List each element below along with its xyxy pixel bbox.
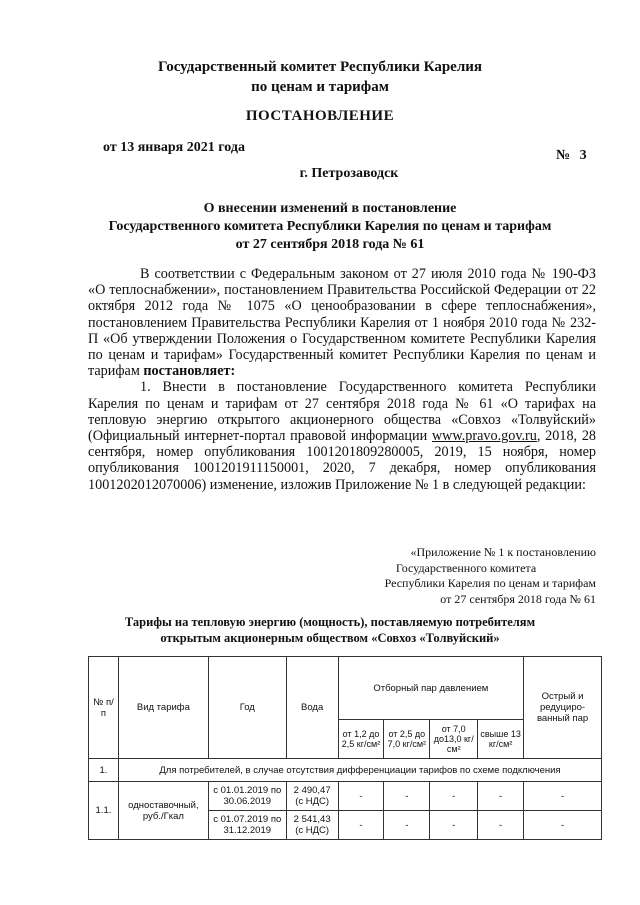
row-p1: - — [338, 782, 384, 811]
title-line-2: Государственного комитета Республики Карелия по ценам и тарифам — [108, 219, 552, 234]
item-1-text-a: 1. Внести в постановление Государственного комитета Республики Карелия по ценам и тарифам от 27 сентября 2018 года № 61 «О тарифах на тепловую энергию открытого акционерного общества «Совхоз «Толвуйский» (Официальный интернет-портал правовой информации — [88, 379, 596, 445]
org-line-1: Государственный комитет Республики Карелия — [158, 59, 482, 75]
row-period: с 01.07.2019 по 31.12.2019 — [208, 811, 286, 840]
decree-verb: постановляет: — [143, 363, 236, 380]
section-num: 1. — [89, 759, 119, 782]
document-body — [88, 266, 596, 493]
header-pressure-2: от 2,5 до 7,0 кг/см² — [384, 720, 430, 759]
header-water: Вода — [286, 657, 338, 759]
title-line-1: О внесении изменений в постановление — [203, 201, 457, 216]
table-title-line-2: открытым акционерным обществом «Совхоз «Толвуйский» — [160, 631, 500, 645]
appendix-reference — [336, 545, 596, 607]
row-water: 2 541,43 (с НДС) — [286, 811, 338, 840]
document-number: № 3 — [556, 148, 587, 163]
row-p3: - — [430, 811, 478, 840]
document-date: от 13 января 2021 года — [103, 140, 245, 155]
title-line-3: от 27 сентября 2018 года № 61 — [235, 237, 425, 252]
document-city: г. Петрозаводск — [299, 166, 399, 181]
preamble-text: В соответствии с Федеральным законом от 27 июля 2010 года № 190-ФЗ «О теплоснабжении», постановлением Правительства Российской Федерации от 22 октября 2012 года № 1075 «О ценообразовании в сфере теплоснабжения», постановлением Правительства Республики Карелия от 1 ноября 2010 года № 232-П «Об утверждении Положения о Государственном комитете Республики Карелия по ценам и тарифам» Государственный комитет Республики Карелия по ценам и тарифам — [88, 266, 596, 380]
document-title — [80, 200, 580, 254]
header-num: № п/п — [89, 657, 119, 759]
table-section-row — [89, 759, 602, 782]
header-pressure-3: от 7,0 до13,0 кг/см² — [430, 720, 478, 759]
row-period: с 01.01.2019 по 30.06.2019 — [208, 782, 286, 811]
appendix-line-1: «Приложение № 1 к постановлению — [410, 545, 596, 559]
header-year: Год — [208, 657, 286, 759]
tariff-table — [88, 656, 602, 840]
paragraph-item-1 — [88, 379, 596, 492]
row-num: 1.1. — [89, 782, 119, 840]
header-sharp-steam: Острый и редуциро-ванный пар — [524, 657, 602, 759]
table-title — [100, 614, 560, 646]
row-p4: - — [478, 811, 524, 840]
row-tariff-type: одноставочный, руб./Гкал — [118, 782, 208, 840]
row-sharp: - — [524, 782, 602, 811]
header-steam: Отборный пар давлением — [338, 657, 524, 720]
row-sharp: - — [524, 811, 602, 840]
row-p3: - — [430, 782, 478, 811]
section-text: Для потребителей, в случае отсутствия дифференциации тарифов по схеме подключения — [118, 759, 601, 782]
row-p2: - — [384, 782, 430, 811]
document-type: ПОСТАНОВЛЕНИЕ — [245, 108, 395, 124]
org-line-2: по ценам и тарифам — [251, 79, 389, 95]
row-water: 2 490,47 (с НДС) — [286, 782, 338, 811]
item-1-text-b: , 2018, 28 сентября, номер опубликования 1001201809280005, 2019, 15 ноября, номер опубликования 1001201911150001, 2020, 7 декабря, номер опубликования 1001202012070006) изменение, изложив Приложение № 1 в следующей редакции: — [88, 428, 597, 493]
row-p2: - — [384, 811, 430, 840]
row-p1: - — [338, 811, 384, 840]
row-p4: - — [478, 782, 524, 811]
issuer-organization — [100, 57, 540, 97]
header-tariff-type: Вид тарифа — [118, 657, 208, 759]
appendix-line-4: от 27 сентября 2018 года № 61 — [440, 591, 596, 606]
paragraph-preamble — [88, 266, 596, 379]
header-pressure-4: свыше 13 кг/см² — [478, 720, 524, 759]
pravo-link[interactable]: www.pravo.gov.ru — [431, 428, 537, 445]
table-title-line-1: Тарифы на тепловую энергию (мощность), поставляемую потребителям — [124, 615, 536, 629]
appendix-line-3: Республики Карелия по ценам и тарифам — [384, 576, 596, 590]
table-row — [89, 782, 602, 811]
appendix-line-2: Государственного комитета — [395, 560, 537, 575]
header-pressure-1: от 1,2 до 2,5 кг/см² — [338, 720, 384, 759]
